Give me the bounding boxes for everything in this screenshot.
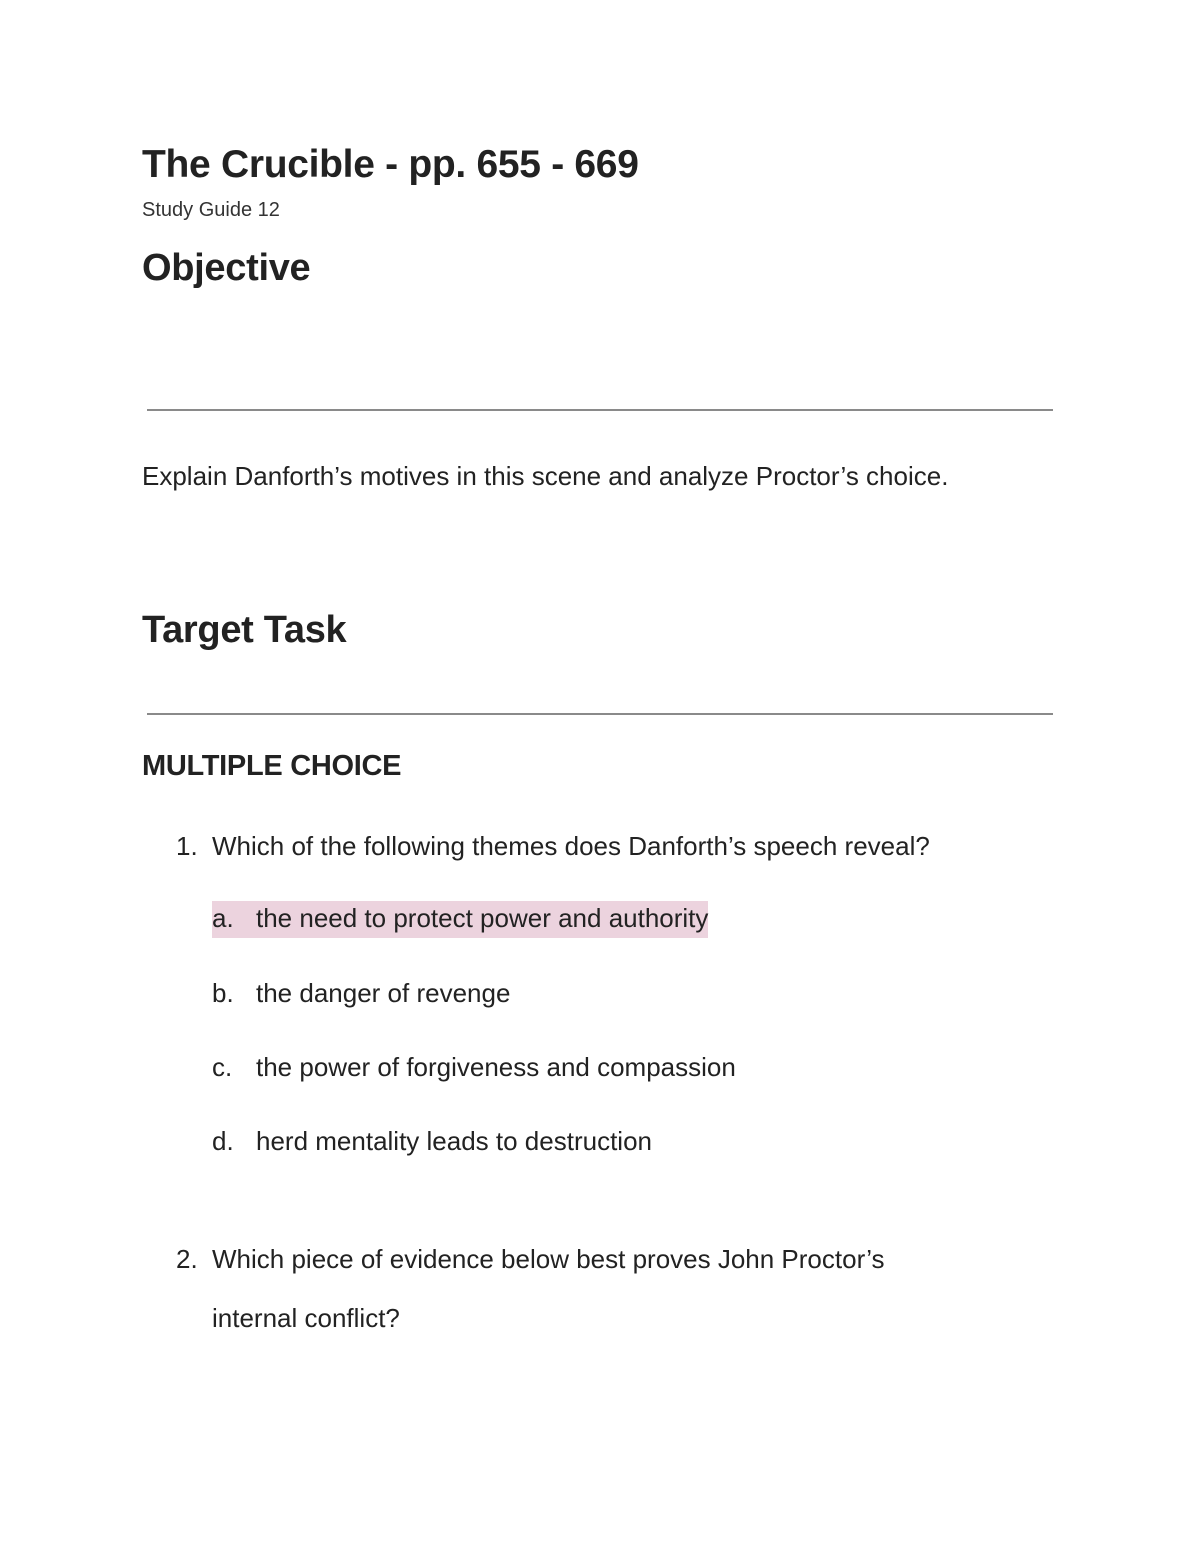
page-subtitle: Study Guide 12 bbox=[142, 199, 280, 221]
question-2-text-line-2: internal conflict? bbox=[212, 1303, 400, 1333]
multiple-choice-heading: MULTIPLE CHOICE bbox=[142, 750, 402, 782]
target-task-heading: Target Task bbox=[142, 609, 347, 651]
question-1-option-b[interactable] bbox=[212, 978, 510, 1009]
objective-heading: Objective bbox=[142, 247, 311, 289]
question-1-number: 1. bbox=[176, 831, 198, 861]
question-1-option-c[interactable] bbox=[212, 1052, 736, 1083]
divider-target-task bbox=[147, 713, 1053, 715]
option-text: the need to protect power and authority bbox=[256, 903, 709, 933]
page-title: The Crucible - pp. 655 - 669 bbox=[142, 143, 639, 186]
option-letter: c. bbox=[212, 1052, 233, 1082]
divider-objective bbox=[147, 409, 1053, 411]
objective-text: Explain Danforth’s motives in this scene and analyze Proctor’s choice. bbox=[142, 461, 949, 491]
question-1-option-d[interactable] bbox=[212, 1126, 652, 1157]
option-letter: d. bbox=[212, 1126, 234, 1156]
question-2-text-line-1: Which piece of evidence below best proves John Proctor’s bbox=[212, 1244, 885, 1274]
question-2-number: 2. bbox=[176, 1244, 198, 1274]
option-letter: b. bbox=[212, 978, 234, 1008]
option-text: the power of forgiveness and compassion bbox=[256, 1052, 736, 1082]
option-letter: a. bbox=[212, 903, 234, 933]
option-text: herd mentality leads to destruction bbox=[256, 1126, 652, 1156]
question-1-text: Which of the following themes does Danforth’s speech reveal? bbox=[212, 831, 930, 861]
option-text: the danger of revenge bbox=[256, 978, 511, 1008]
question-1-option-a[interactable] bbox=[212, 901, 708, 938]
